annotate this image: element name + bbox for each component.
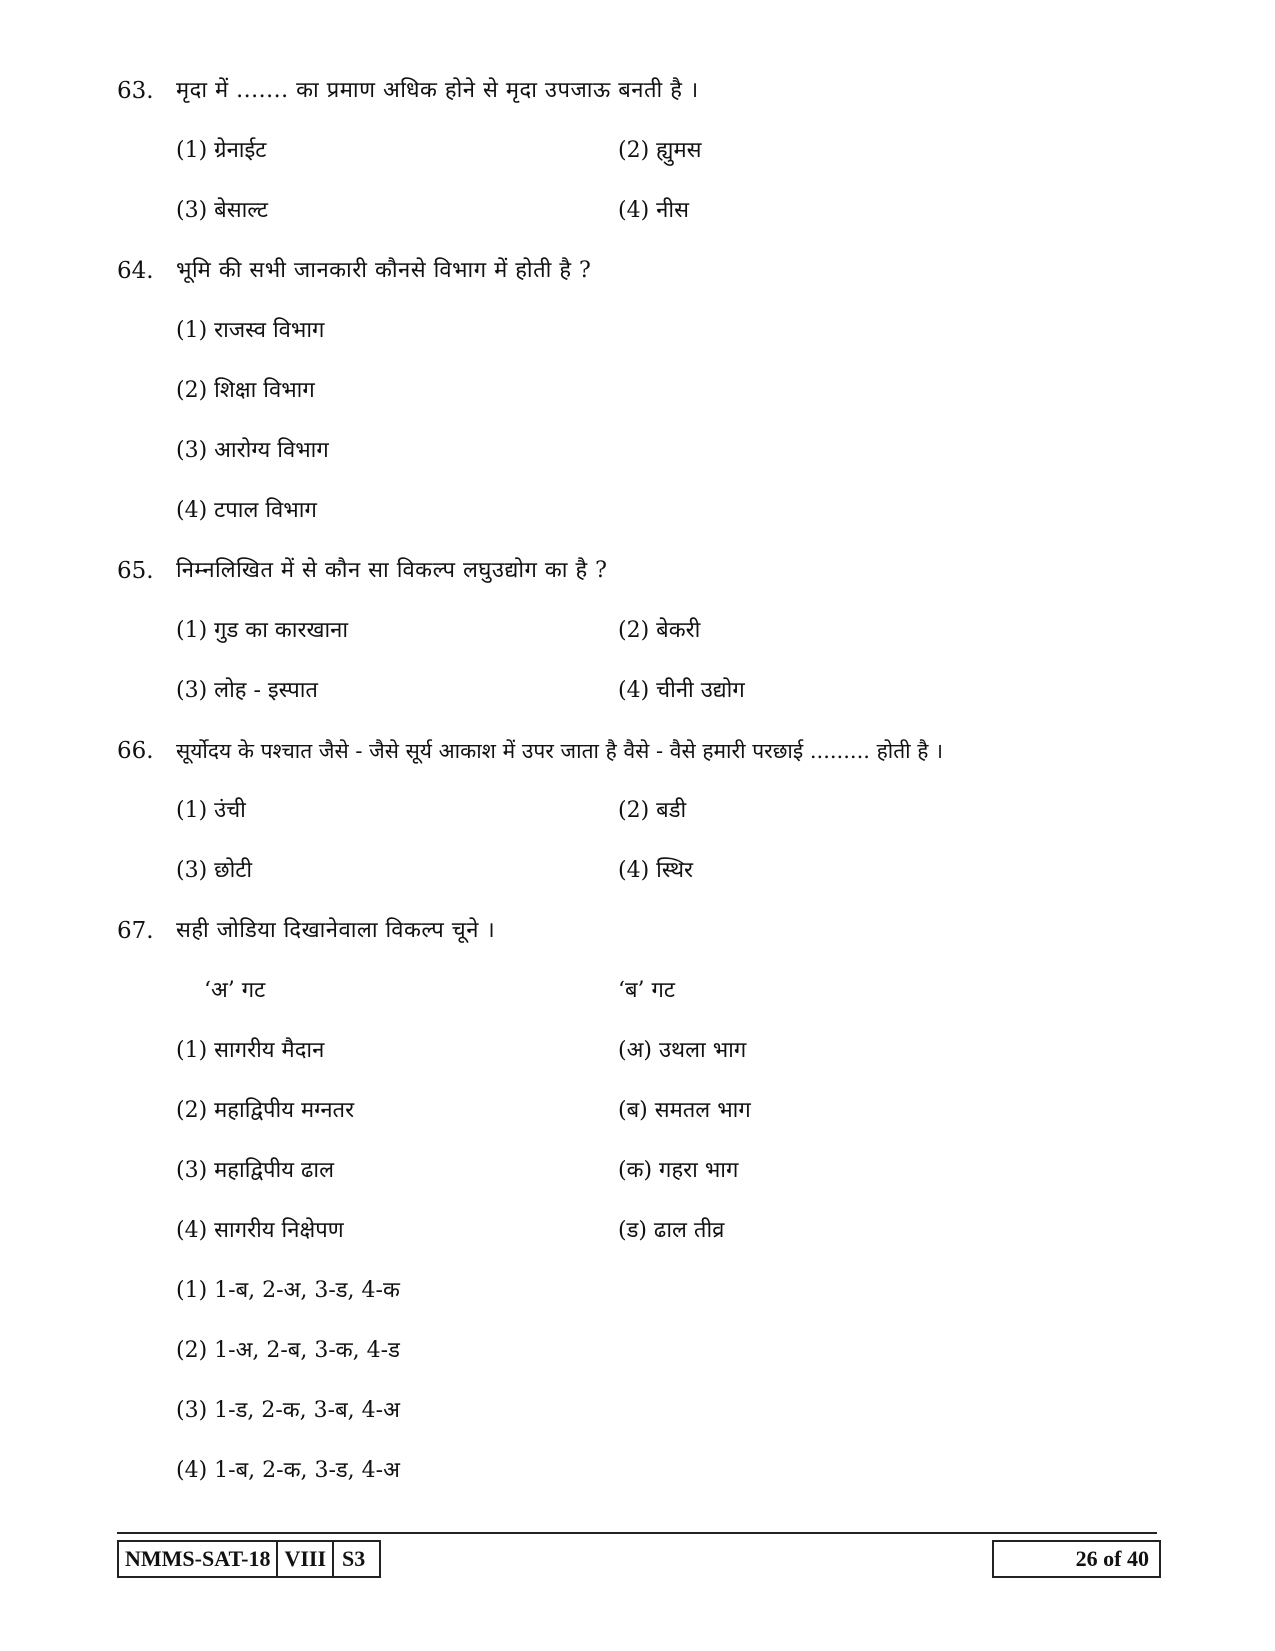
option: (1) 1-ब, 2-अ, 3-ड, 4-क xyxy=(176,1278,400,1303)
match-item-b: (ड) ढाल तीव्र xyxy=(618,1218,725,1243)
option: (2) ह्युमस xyxy=(618,138,702,163)
option: (3) छोटी xyxy=(176,858,253,883)
option: (4) चीनी उद्योग xyxy=(618,678,745,703)
footer-divider xyxy=(117,1532,1157,1534)
option: (4) टपाल विभाग xyxy=(176,498,317,523)
option: (3) लोह - इस्पात xyxy=(176,678,318,703)
question-number: 66. xyxy=(117,738,154,764)
option: (3) बेसाल्ट xyxy=(176,198,268,223)
question-text: सूर्योदय के पश्चात जैसे - जैसे सूर्य आकाश में उपर जाता है वैसे - वैसे हमारी परछाई ......... होती है । xyxy=(176,739,944,763)
match-item-b: (अ) उथला भाग xyxy=(618,1038,747,1063)
question-text: मृदा में ....... का प्रमाण अधिक होने से मृदा उपजाऊ बनती है । xyxy=(176,78,699,103)
question-text: सही जोडिया दिखानेवाला विकल्प चूने । xyxy=(176,918,496,943)
option: (2) शिक्षा विभाग xyxy=(176,378,315,403)
match-item-a: (4) सागरीय निक्षेपण xyxy=(176,1218,344,1243)
option: (2) बेकरी xyxy=(618,618,701,643)
question-number: 67. xyxy=(117,918,154,944)
match-item-a: (3) महाद्विपीय ढाल xyxy=(176,1158,334,1183)
option: (1) ग्रेनाईट xyxy=(176,138,267,163)
option: (2) बडी xyxy=(618,798,687,823)
exam-code: NMMS-SAT-18 xyxy=(119,1542,278,1576)
option: (1) राजस्व विभाग xyxy=(176,318,325,343)
option: (2) 1-अ, 2-ब, 3-क, 4-ड xyxy=(176,1338,400,1363)
option: (4) नीस xyxy=(618,198,689,223)
option: (1) उंची xyxy=(176,798,246,823)
question-text: भूमि की सभी जानकारी कौनसे विभाग में होती है ? xyxy=(176,258,592,283)
question-number: 65. xyxy=(117,558,154,584)
question-text: निम्नलिखित में से कौन सा विकल्प लघुउद्योग का है ? xyxy=(176,558,608,583)
page-number-box xyxy=(992,1540,1161,1578)
class-label: VIII xyxy=(278,1542,334,1576)
question-number: 64. xyxy=(117,258,154,284)
option: (3) आरोग्य विभाग xyxy=(176,438,329,463)
match-item-b: (क) गहरा भाग xyxy=(618,1158,739,1183)
option: (4) स्थिर xyxy=(618,858,694,883)
group-b-header: ‘ब’ गट xyxy=(618,978,676,1003)
page-number: 26 of 40 xyxy=(1075,1546,1149,1571)
group-a-header: ‘अ’ गट xyxy=(204,978,266,1003)
set-label: S3 xyxy=(342,1546,366,1571)
match-item-a: (1) सागरीय मैदान xyxy=(176,1038,325,1063)
question-number: 63. xyxy=(117,78,154,104)
match-item-a: (2) महाद्विपीय मग्नतर xyxy=(176,1098,355,1123)
option: (3) 1-ड, 2-क, 3-ब, 4-अ xyxy=(176,1398,400,1423)
footer-code-box xyxy=(117,1540,381,1578)
match-item-b: (ब) समतल भाग xyxy=(618,1098,751,1123)
option: (1) गुड का कारखाना xyxy=(176,618,349,643)
option: (4) 1-ब, 2-क, 3-ड, 4-अ xyxy=(176,1458,400,1483)
